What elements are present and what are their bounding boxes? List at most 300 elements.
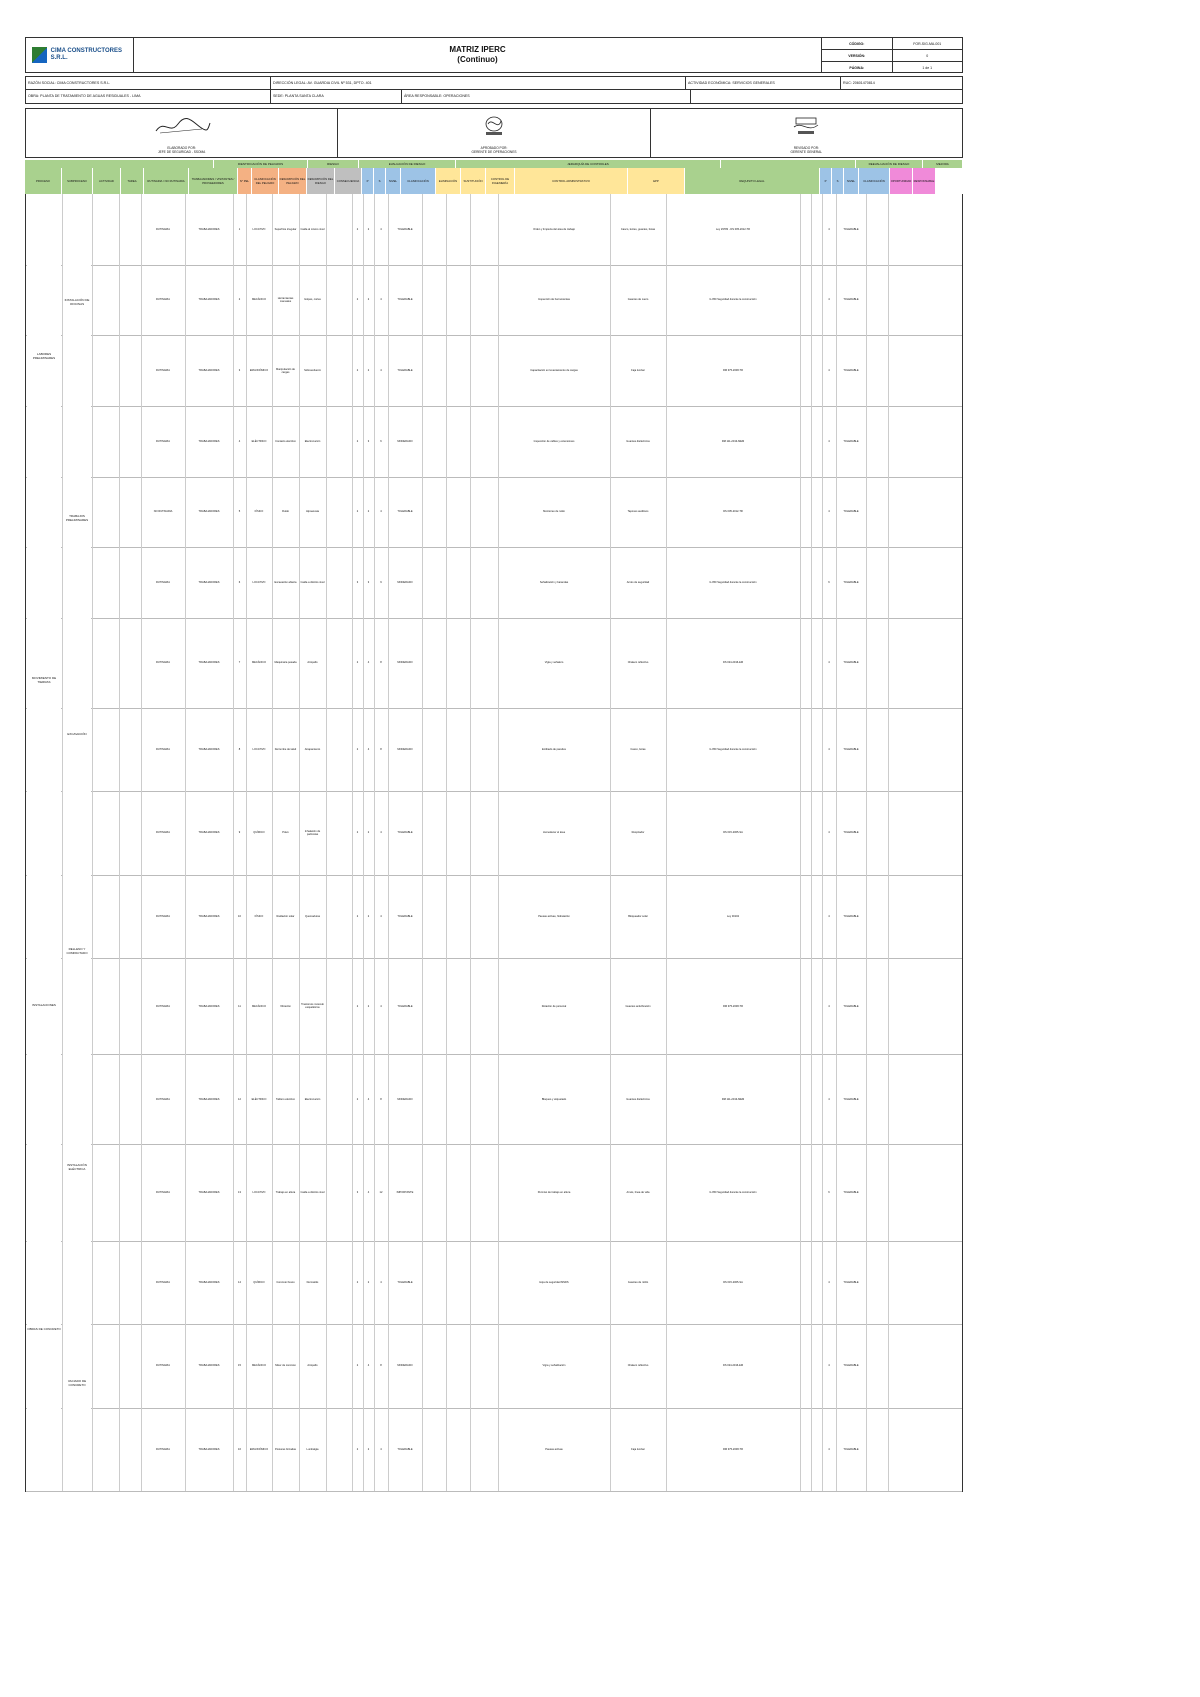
table-cell-risk: Caída a distinto nivel xyxy=(300,580,325,584)
table-cell-c: MODERADO xyxy=(397,439,413,443)
table-cell-lvl2: 4 xyxy=(828,1004,830,1008)
table-cell-req: DS 015-2005-SA xyxy=(723,831,743,835)
table-cell-s: 2 xyxy=(367,831,370,835)
table-cell-who: TRABAJADORES xyxy=(198,1364,220,1368)
table-cell-p: 2 xyxy=(356,661,359,665)
table-cell-c: MODERADO xyxy=(397,661,413,665)
grid-line xyxy=(866,194,867,1491)
table-cell-hazard-number: 3 xyxy=(238,369,241,373)
table-cell-haz: Mixer de concreto xyxy=(275,1364,296,1368)
table-cell-risk: Electrocución xyxy=(304,1097,321,1101)
table-cell-p: 2 xyxy=(356,914,359,918)
grid-line xyxy=(363,194,364,1491)
table-cell-hazard-number: 5 xyxy=(238,510,241,514)
table-cell-s: 2 xyxy=(367,369,370,373)
table-cell-epp: Guantes dieléctricos xyxy=(626,439,650,443)
table-cell-s: 4 xyxy=(367,1097,370,1101)
matrix-body xyxy=(25,194,963,1492)
grid-line xyxy=(388,194,389,1491)
column-header: ACTIVIDAD xyxy=(93,168,121,194)
table-cell-haz: Manipulación de cargas xyxy=(276,367,295,374)
table-cell-lvl2: 4 xyxy=(828,439,830,443)
table-cell-ctrl: Vigía y señalización xyxy=(542,1364,566,1368)
table-cell-haz: Herramientas manuales xyxy=(277,296,294,303)
table-cell-ctrl: Bloqueo y etiquetado xyxy=(541,1097,567,1101)
table-cell-c2: TOLERABLE xyxy=(843,510,859,514)
signature-reviewed xyxy=(651,109,962,157)
table-cell-lvl: 4 xyxy=(380,1447,382,1451)
table-cell-s: 3 xyxy=(367,439,370,443)
table-cell-epp: Guantes dieléctricos xyxy=(626,1097,650,1101)
table-cell-epp: Casco, botas xyxy=(630,747,646,751)
table-cell-c: TOLERABLE xyxy=(397,1004,413,1008)
table-cell-cls: FÍSICO xyxy=(254,914,264,918)
table-cell-ctrl: Capacitación en levantamiento de cargas xyxy=(530,369,578,373)
table-cell-req: G.050 Seguridad durante la construcción xyxy=(709,747,757,751)
column-header: P xyxy=(362,168,374,194)
table-cell-rut: RUTINARIA xyxy=(156,1004,170,1008)
signature-name: GERENTE DE OPERACIONES xyxy=(471,150,517,154)
table-cell-hazard-number: 6 xyxy=(238,580,241,584)
table-cell-c: MODERADO xyxy=(397,747,413,751)
table-cell-hazard-number: 7 xyxy=(238,661,241,665)
table-cell-lvl2: 4 xyxy=(828,1280,830,1284)
table-cell-who: TRABAJADORES xyxy=(198,227,220,231)
table-cell-who: TRABAJADORES xyxy=(198,1447,220,1451)
table-cell-c: MODERADO xyxy=(397,580,413,584)
table-cell-risk: Atropello xyxy=(307,661,318,665)
table-cell-rut: RUTINARIA xyxy=(156,661,170,665)
column-header: CLASIFICACIÓN xyxy=(859,168,890,194)
table-cell-c2: TOLERABLE xyxy=(843,298,859,302)
table-cell-p: 2 xyxy=(356,1364,359,1368)
signature-stamp-icon xyxy=(776,115,836,137)
table-cell-hazard-number: 14 xyxy=(238,1280,241,1284)
column-header: S xyxy=(374,168,386,194)
table-cell-rut: RUTINARIA xyxy=(156,747,170,751)
meta-value: 1 de 1 xyxy=(922,65,933,70)
table-cell-who: TRABAJADORES xyxy=(198,439,220,443)
table-cell-s: 4 xyxy=(367,1364,370,1368)
table-cell-ctrl: Hoja de seguridad MSDS xyxy=(539,1280,569,1284)
table-cell-lvl2: 4 xyxy=(828,369,830,373)
table-cell-epp: Chaleco reflectivo xyxy=(627,661,649,665)
table-cell-s: 2 xyxy=(367,1280,370,1284)
column-header-band xyxy=(25,168,963,194)
table-cell-req: DS 024-2016-EM xyxy=(722,1364,744,1368)
table-cell-c: TOLERABLE xyxy=(397,369,413,373)
meta-value: 0 xyxy=(926,53,929,58)
table-cell-ctrl: Monitoreo de ruido xyxy=(543,510,565,514)
table-cell-cls: MECÁNICO xyxy=(252,1364,266,1368)
table-cell-p: 3 xyxy=(356,580,359,584)
table-cell-c2: TOLERABLE xyxy=(843,831,859,835)
table-cell-cls: LOCATIVO xyxy=(252,580,266,584)
table-cell-rut: RUTINARIA xyxy=(156,1097,170,1101)
column-header: DESCRIPCIÓN DEL PELIGRO xyxy=(279,168,307,194)
table-cell-epp: Respirador xyxy=(631,831,645,835)
table-cell-ctrl: Pausas activas xyxy=(545,1447,563,1451)
table-cell-lvl2: 4 xyxy=(828,831,830,835)
table-cell-lvl: 8 xyxy=(380,747,382,751)
table-cell-lvl: 4 xyxy=(380,831,382,835)
signature-role: ELABORADO POR: xyxy=(167,146,196,150)
signature-approved xyxy=(338,109,650,157)
table-cell-cls: QUÍMICO xyxy=(253,1280,265,1284)
table-cell-c2: TOLERABLE xyxy=(843,227,859,231)
table-cell-who: TRABAJADORES xyxy=(198,914,220,918)
table-cell-risk: Atropello xyxy=(307,1364,318,1368)
table-cell-risk: Trastornos músculo esqueléticos xyxy=(301,1003,324,1010)
grid-line xyxy=(422,194,423,1491)
table-cell-epp: Casco, lentes, guantes, botas xyxy=(620,227,656,231)
table-cell-c2: TOLERABLE xyxy=(843,661,859,665)
logo-icon xyxy=(32,47,47,63)
group-improvement: MEJORA xyxy=(923,160,963,168)
column-header: CLASIFICACIÓN xyxy=(401,168,436,194)
table-cell-ctrl: Inspección de herramientas xyxy=(538,298,570,302)
table-cell-hazard-number: 10 xyxy=(238,914,241,918)
table-cell-rut: RUTINARIA xyxy=(156,369,170,373)
table-cell-haz: Contacto eléctrico xyxy=(275,439,296,443)
table-cell-s: 2 xyxy=(367,510,370,514)
merged-subproceso-cell: EXCAVACIÓN xyxy=(63,627,91,841)
table-cell-cls: ERGONÓMICO xyxy=(249,369,269,373)
table-cell-req: DS 024-2016-EM xyxy=(722,661,744,665)
table-cell-who: TRABAJADORES xyxy=(198,510,220,514)
merged-subproceso-cell: VACIADO DE CONCRETO xyxy=(63,1276,91,1490)
table-cell-lvl: 4 xyxy=(380,227,382,231)
table-cell-c2: TOLERABLE xyxy=(843,1004,859,1008)
table-cell-s: 2 xyxy=(367,1447,370,1451)
table-cell-p: 3 xyxy=(356,1190,359,1194)
table-cell-p: 2 xyxy=(356,1280,359,1284)
table-cell-s: 2 xyxy=(367,227,370,231)
meta-label: PÁGINA: xyxy=(822,62,893,73)
table-cell-c2: TOLERABLE xyxy=(843,1097,859,1101)
table-cell-s: 2 xyxy=(367,298,370,302)
document-meta xyxy=(821,38,962,72)
table-cell-risk: Golpes, cortes xyxy=(304,298,321,302)
table-cell-c: TOLERABLE xyxy=(397,298,413,302)
grid-line xyxy=(326,194,327,1491)
table-cell-haz: Tablero eléctrico xyxy=(276,1097,295,1101)
table-cell-s: 2 xyxy=(367,914,370,918)
table-cell-who: TRABAJADORES xyxy=(198,1004,220,1008)
table-cell-lvl2: 4 xyxy=(828,914,830,918)
meta-row-version xyxy=(822,50,962,62)
table-cell-lvl: 8 xyxy=(380,661,382,665)
meta-row-code xyxy=(822,38,962,50)
group-reeval: REEVALUACIÓN DE RIESGO xyxy=(856,160,923,168)
table-cell-hazard-number: 12 xyxy=(238,1097,241,1101)
table-cell-epp: Arnés de seguridad xyxy=(626,580,650,584)
table-cell-who: TRABAJADORES xyxy=(198,1280,220,1284)
company-logo xyxy=(26,38,134,72)
table-cell-c2: TOLERABLE xyxy=(843,747,859,751)
signature-name: JEFE DE SEGURIDAD - SSOMA xyxy=(158,150,206,154)
group-req xyxy=(721,160,856,168)
table-cell-epp: Tapones auditivos xyxy=(627,510,649,514)
table-cell-cls: ELÉCTRICO xyxy=(251,439,267,443)
site-field: SEDE: PLANTA SANTA CLARA xyxy=(271,90,402,103)
table-cell-ctrl: Entibado de paredes xyxy=(542,747,566,751)
meta-value: FOR-SIG-MA-001 xyxy=(913,41,942,46)
blank-field xyxy=(691,90,962,103)
table-cell-hazard-number: 2 xyxy=(238,298,241,302)
table-cell-p: 2 xyxy=(356,747,359,751)
merged-proceso-cell: MOVIMIENTO DE TIERRAS xyxy=(27,519,61,841)
table-cell-risk: Hipoacusia xyxy=(306,510,319,514)
table-cell-c2: TOLERABLE xyxy=(843,580,859,584)
grid-line xyxy=(299,194,300,1491)
column-header: P xyxy=(820,168,832,194)
table-cell-c: MODERADO xyxy=(397,1097,413,1101)
table-cell-cls: LOCATIVO xyxy=(252,227,266,231)
table-cell-rut: RUTINARIA xyxy=(156,831,170,835)
group-risk: RIESGO xyxy=(308,160,359,168)
table-cell-haz: Derrumbe de talud xyxy=(274,747,297,751)
site-info-row xyxy=(25,90,963,104)
merged-proceso-cell: OBRAS DE CONCRETO xyxy=(27,1168,61,1490)
table-cell-risk: Dermatitis xyxy=(306,1280,319,1284)
table-cell-c: TOLERABLE xyxy=(397,227,413,231)
table-cell-req: RM 375-2008-TR xyxy=(722,369,744,373)
group-controls: JERARQUÍA DE CONTROLES xyxy=(456,160,721,168)
signature-scribble-icon xyxy=(152,115,212,137)
iperc-matrix-page xyxy=(25,37,963,1492)
table-cell-req: RM 375-2008-TR xyxy=(722,1447,744,1451)
table-cell-c: TOLERABLE xyxy=(397,914,413,918)
ruc-field: RUC: 20601470814 xyxy=(843,81,875,85)
table-cell-c2: TOLERABLE xyxy=(843,1447,859,1451)
group-hazard-id: IDENTIFICACIÓN DE PELIGROS xyxy=(214,160,308,168)
merged-proceso-cell: INSTALACIONES xyxy=(27,844,61,1166)
table-cell-p: 2 xyxy=(356,831,359,835)
table-cell-epp: Faja lumbar xyxy=(631,369,645,373)
table-cell-req: G.050 Seguridad durante la construcción xyxy=(709,1190,757,1194)
signature-role: APROBADO POR: xyxy=(480,146,508,150)
title-line-1: MATRIZ IPERC xyxy=(449,45,506,54)
grid-line xyxy=(92,194,93,1491)
merged-subproceso-cell: TRABAJOS PRELIMINARES xyxy=(63,411,91,625)
column-header: ELIMINACIÓN xyxy=(436,168,461,194)
meta-row-page xyxy=(822,62,962,73)
table-cell-who: TRABAJADORES xyxy=(198,580,220,584)
area-field: ÁREA RESPONSABLE: OPERACIONES xyxy=(402,90,691,103)
table-cell-hazard-number: 15 xyxy=(238,1364,241,1368)
table-cell-haz: Superficie irregular xyxy=(274,227,297,231)
table-cell-hazard-number: 4 xyxy=(238,439,241,443)
table-cell-c2: TOLERABLE xyxy=(843,1190,859,1194)
table-cell-req: RM 111-2013-MEM xyxy=(721,1097,745,1101)
table-cell-lvl: 6 xyxy=(380,439,382,443)
table-cell-p: 2 xyxy=(356,1097,359,1101)
table-cell-lvl: 8 xyxy=(380,1097,382,1101)
table-cell-req: Ley 29783 - DS 005-2012-TR xyxy=(715,227,751,231)
table-cell-lvl: 9 xyxy=(380,580,382,584)
column-header: SUSTITUCIÓN xyxy=(461,168,486,194)
table-cell-req: Ley 30102 xyxy=(726,914,740,918)
table-cell-lvl2: 4 xyxy=(828,661,830,665)
column-header: EPP xyxy=(628,168,685,194)
table-cell-p: 2 xyxy=(356,510,359,514)
table-cell-p: 2 xyxy=(356,439,359,443)
table-cell-s: 4 xyxy=(367,661,370,665)
table-cell-cls: MECÁNICO xyxy=(252,298,266,302)
table-cell-epp: Guantes de cuero xyxy=(627,298,649,302)
table-cell-lvl: 4 xyxy=(380,369,382,373)
column-header: PROCESO xyxy=(25,168,62,194)
table-cell-rut: RUTINARIA xyxy=(156,227,170,231)
grid-line xyxy=(233,194,234,1491)
table-cell-haz: Ruido xyxy=(282,510,289,514)
table-cell-ctrl: Humedecer el área xyxy=(542,831,566,835)
group-risk-eval: EVALUACIÓN DE RIESGO xyxy=(359,160,456,168)
merged-proceso-cell: LABORES PRELIMINARES xyxy=(27,195,61,517)
table-cell-cls: MECÁNICO xyxy=(252,661,266,665)
company-info-row xyxy=(25,76,963,90)
column-header: TRABAJADORES / VISITANTES / PROVEEDORES xyxy=(189,168,238,194)
table-cell-lvl: 12 xyxy=(379,1190,383,1194)
table-cell-cls: QUÍMICO xyxy=(253,831,265,835)
grid-line xyxy=(470,194,471,1491)
table-cell-c: IMPORTANTE xyxy=(396,1190,414,1194)
economic-activity-field: ACTIVIDAD ECONÓMICA: SERVICIOS GENERALES xyxy=(686,77,841,89)
table-cell-who: TRABAJADORES xyxy=(198,831,220,835)
table-cell-cls: ERGONÓMICO xyxy=(249,1447,269,1451)
column-header: CONTROL ADMINISTRATIVO xyxy=(515,168,628,194)
table-cell-ctrl: Señalización y barandas xyxy=(539,580,569,584)
signatures-block xyxy=(25,108,963,158)
project-field: OBRA: PLANTA DE TRATAMIENTO DE AGUAS RESIDUALES - LIMA xyxy=(26,90,271,103)
table-cell-rut: RUTINARIA xyxy=(156,1280,170,1284)
table-cell-cls: MECÁNICO xyxy=(252,1004,266,1008)
table-cell-lvl: 4 xyxy=(380,510,382,514)
table-cell-lvl2: 4 xyxy=(828,747,830,751)
grid-line xyxy=(119,194,120,1491)
table-cell-c2: TOLERABLE xyxy=(843,439,859,443)
table-cell-who: TRABAJADORES xyxy=(198,747,220,751)
table-cell-risk: Atrapamiento xyxy=(304,747,321,751)
table-cell-haz: Trabajo en altura xyxy=(275,1190,296,1194)
table-cell-epp: Guantes antivibración xyxy=(625,1004,651,1008)
table-cell-risk: Caída al mismo nivel xyxy=(300,227,325,231)
table-cell-ctrl: Rotación de personal xyxy=(541,1004,567,1008)
table-cell-ctrl: Orden y limpieza del área de trabajo xyxy=(533,227,575,231)
signature-stamp-icon xyxy=(464,115,524,137)
table-cell-c: MODERADO xyxy=(397,1364,413,1368)
column-header: S xyxy=(832,168,844,194)
table-cell-p: 2 xyxy=(356,1004,359,1008)
table-cell-lvl2: 4 xyxy=(828,298,830,302)
table-cell-risk: Electrocución xyxy=(304,439,321,443)
column-header: RUTINARIA / NO RUTINARIA xyxy=(144,168,189,194)
table-cell-lvl: 8 xyxy=(380,1364,382,1368)
table-cell-hazard-number: 13 xyxy=(238,1190,241,1194)
table-cell-lvl2: 4 xyxy=(828,1447,830,1451)
table-cell-req: G.050 Seguridad durante la construcción xyxy=(709,580,757,584)
table-cell-rut: RUTINARIA xyxy=(156,1447,170,1451)
table-cell-haz: Posturas forzadas xyxy=(275,1447,296,1451)
table-cell-c: TOLERABLE xyxy=(397,831,413,835)
table-cell-hazard-number: 1 xyxy=(238,227,241,231)
table-cell-rut: RUTINARIA xyxy=(156,1364,170,1368)
grid-line xyxy=(374,194,375,1491)
table-cell-rut: RUTINARIA xyxy=(156,580,170,584)
table-cell-s: 4 xyxy=(367,747,370,751)
table-cell-c: TOLERABLE xyxy=(397,1280,413,1284)
meta-label: VERSIÓN: xyxy=(822,50,893,61)
legal-address-field: DIRECCIÓN LEGAL: AV. GUARDIA CIVIL Nº 531, DPTO. 401 xyxy=(271,77,686,89)
table-cell-haz: Concreto fresco xyxy=(276,1280,295,1284)
table-cell-c: TOLERABLE xyxy=(397,1447,413,1451)
table-cell-c2: TOLERABLE xyxy=(843,369,859,373)
meta-label: CÓDIGO: xyxy=(822,38,893,49)
table-cell-c2: TOLERABLE xyxy=(843,914,859,918)
table-cell-rut: NO RUTINARIA xyxy=(153,510,173,514)
column-header: CLASIFICACIÓN DEL PELIGRO xyxy=(252,168,279,194)
column-header: NIVEL xyxy=(386,168,401,194)
table-cell-lvl: 4 xyxy=(380,298,382,302)
table-cell-risk: Caída a distinto nivel xyxy=(300,1190,325,1194)
title-line-2: (Continuo) xyxy=(457,55,498,64)
table-cell-who: TRABAJADORES xyxy=(198,369,220,373)
grid-line xyxy=(498,194,499,1491)
table-cell-rut: RUTINARIA xyxy=(156,914,170,918)
table-cell-p: 2 xyxy=(356,227,359,231)
column-header: DESCRIPCIÓN DEL RIESGO xyxy=(307,168,335,194)
table-cell-req: DS 005-2012-TR xyxy=(723,510,743,514)
column-header: TAREA xyxy=(121,168,144,194)
table-cell-lvl2: 6 xyxy=(828,580,830,584)
table-cell-cls: LOCATIVO xyxy=(252,747,266,751)
document-header xyxy=(25,37,963,73)
grid-line xyxy=(446,194,447,1491)
table-cell-haz: Excavación abierta xyxy=(274,580,297,584)
table-cell-cls: LOCATIVO xyxy=(252,1190,266,1194)
company-name-field: RAZÓN SOCIAL: CIMA CONSTRUCTORES S.R.L. xyxy=(26,77,271,89)
table-cell-haz: Radiación solar xyxy=(276,914,295,918)
column-header: N° PEL xyxy=(238,168,252,194)
table-cell-c2: TOLERABLE xyxy=(843,1364,859,1368)
table-cell-who: TRABAJADORES xyxy=(198,1190,220,1194)
table-cell-s: 3 xyxy=(367,580,370,584)
table-cell-req: RM 375-2008-TR xyxy=(722,1004,744,1008)
table-cell-lvl: 4 xyxy=(380,914,382,918)
column-header: OPORTUNIDAD xyxy=(890,168,913,194)
grid-line xyxy=(800,194,801,1491)
table-cell-s: 4 xyxy=(367,1190,370,1194)
table-cell-haz: Vibración xyxy=(280,1004,291,1008)
table-cell-req: DS 015-2005-SA xyxy=(723,1280,743,1284)
table-cell-risk: Sobreesfuerzo xyxy=(304,369,321,373)
table-cell-lvl2: 4 xyxy=(828,1097,830,1101)
grid-line xyxy=(141,194,142,1491)
logo-company-name: CIMA CONSTRUCTORES S.R.L. xyxy=(50,48,122,61)
column-header: REQUISITO LEGAL xyxy=(685,168,820,194)
table-cell-ctrl: Pausas activas, hidratación xyxy=(538,914,570,918)
table-cell-lvl2: 6 xyxy=(828,1190,830,1194)
signature-name: GERENTE GENERAL xyxy=(790,150,823,154)
table-cell-who: TRABAJADORES xyxy=(198,661,220,665)
column-header: CONSECUENCIA xyxy=(335,168,362,194)
merged-subproceso-cell: RELLENO Y COMPACTADO xyxy=(63,844,91,1058)
table-cell-risk: Inhalación de partículas xyxy=(304,829,321,836)
grid-line xyxy=(811,194,812,1491)
grid-line xyxy=(888,194,889,1491)
table-cell-ctrl: Inspección de cables y extensiones xyxy=(533,439,575,443)
